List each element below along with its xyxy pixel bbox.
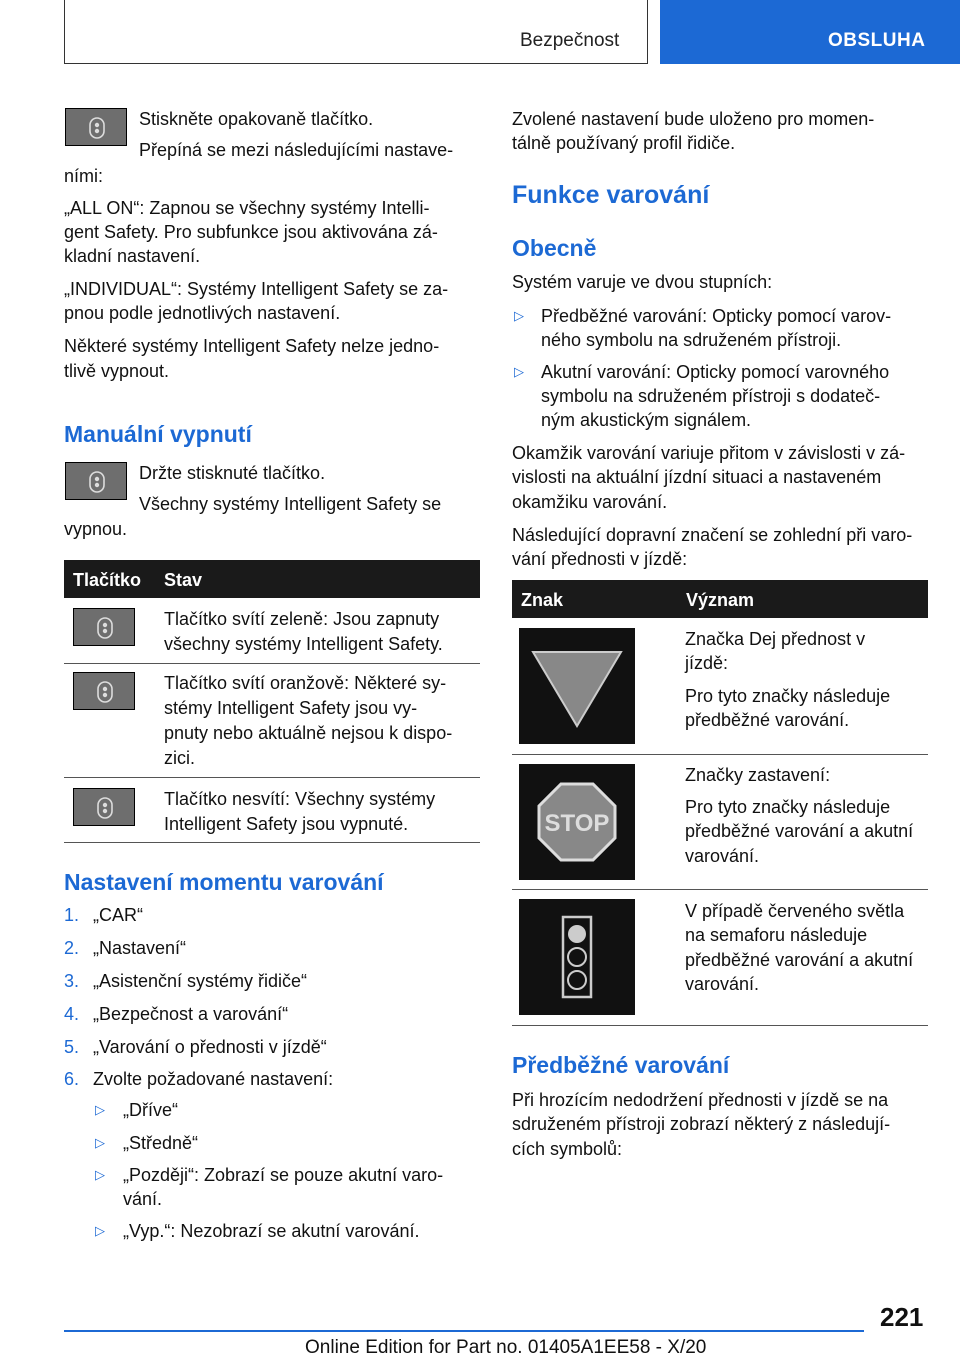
paragraph: vání přednosti v jízdě: [512,549,688,569]
paragraph: Stiskněte opakovaně tlačítko. [139,109,374,129]
step-number: 5. [64,1037,80,1057]
paragraph: vislosti na aktuální jízdní situaci a nastaveném [512,467,882,487]
header-chapter-tab [660,0,960,64]
step-number: 1. [64,905,80,925]
paragraph: ními: [64,166,104,186]
paragraph: „INDIVIDUAL“: Systémy Intelligent Safety se za- [64,279,449,299]
step-item: „Nastavení“ [93,938,187,958]
bullet-item: Akutní varování: Opticky pomocí varovného [541,362,890,382]
sub-item: „Dříve“ [123,1100,178,1120]
paragraph: Okamžik varování variuje přitom v závislosti v zá- [512,443,906,463]
button-orange-icon [73,672,135,710]
step-number: 3. [64,971,80,991]
sub-item: „Středně“ [123,1133,199,1153]
paragraph: „ALL ON“: Zapnou se všechny systémy Intelli- [64,198,430,218]
heading-pre-warning: Předběžné varování [512,1052,730,1078]
heading-manual-off: Manuální vypnutí [64,421,252,447]
heading-warning-time: Nastavení momentu varování [64,869,384,895]
intelligent-safety-button-icon [65,462,127,500]
button-green-icon [73,608,135,646]
table-cell: předběžné varování a akutní [685,950,914,970]
step-number: 6. [64,1069,80,1089]
table-cell: varování. [685,846,760,866]
table-cell: pnuty nebo aktuálně nejsou k dispo- [164,723,453,743]
sub-item: „Vyp.“: Nezobrazí se akutní varování. [123,1221,420,1241]
paragraph: tálně používaný profil řidiče. [512,133,736,153]
footer-edition: Online Edition for Part no. 01405A1EE58 - X/20 [305,1337,707,1358]
table-cell: Pro tyto značky následuje [685,686,891,706]
paragraph: Přepíná se mezi následujícími nastave- [139,140,454,160]
paragraph: gent Safety. Pro subfunkce jsou aktivována zá- [64,222,438,242]
table-header [64,560,480,598]
table-rule [512,1025,928,1026]
yield-sign-icon [519,628,635,744]
table-cell: Značky zastavení: [685,765,831,785]
paragraph: okamžiku varování. [512,492,668,512]
table-col-sign: Znak [521,590,564,610]
paragraph: kladní nastavení. [64,246,201,266]
heading-warning-functions: Funkce varování [512,181,710,209]
paragraph: cích symbolů: [512,1139,623,1159]
footer-rule [64,1330,864,1332]
paragraph: Všechny systémy Intelligent Safety se [139,494,442,514]
table-cell: předběžné varování. [685,710,850,730]
table-col-state: Stav [164,570,203,590]
traffic-light-icon [519,899,635,1015]
bullet-item: symbolu na sdruženém přístroji s dodateč- [541,386,881,406]
paragraph: Držte stisknuté tlačítko. [139,463,326,483]
paragraph: vypnou. [64,519,128,539]
sub-item: „Později“: Zobrazí se pouze akutní varo- [123,1165,444,1185]
table-rule [64,777,480,778]
table-cell: zici. [164,748,195,768]
table-cell: Tlačítko svítí zeleně: Jsou zapnuty [164,609,440,629]
step-item: „CAR“ [93,905,143,925]
header-chapter-label: OBSLUHA [828,30,926,51]
table-cell: všechny systémy Intelligent Safety. [164,634,443,654]
table-header [512,580,928,618]
step-item: Zvolte požadované nastavení: [93,1069,334,1089]
button-off-icon [73,788,135,826]
table-rule [64,842,480,843]
sub-item: vání. [123,1189,163,1209]
table-cell: stémy Intelligent Safety jsou vy- [164,698,418,718]
table-col-button: Tlačítko [73,570,142,590]
paragraph: Některé systémy Intelligent Safety nelze jedno- [64,336,440,356]
bullet-triangle-icon: ▷ [514,308,524,323]
bullet-triangle-icon: ▷ [514,364,524,379]
paragraph: Při hrozícím nedodržení přednosti v jízdě se na [512,1090,889,1110]
paragraph: Systém varuje ve dvou stupních: [512,272,773,292]
stop-sign-icon [519,764,635,880]
table-rule [64,663,480,664]
bullet-item: Předběžné varování: Opticky pomocí varov- [541,306,892,326]
table-col-meaning: Význam [686,590,755,610]
step-number: 4. [64,1004,80,1024]
step-number: 2. [64,938,80,958]
table-cell: předběžné varování a akutní [685,821,914,841]
paragraph: Zvolené nastavení bude uloženo pro momen- [512,109,875,129]
table-cell: varování. [685,974,760,994]
table-cell: Tlačítko svítí oranžově: Některé sy- [164,673,447,693]
page-number: 221 [880,1302,924,1332]
table-cell: Značka Dej přednost v [685,629,866,649]
paragraph: tlivě vypnout. [64,361,170,381]
bullet-triangle-icon: ▷ [95,1102,105,1117]
bullet-triangle-icon: ▷ [95,1135,105,1150]
step-item: „Bezpečnost a varování“ [93,1004,289,1024]
step-item: „Varování o přednosti v jízdě“ [93,1037,327,1057]
header-section: Bezpečnost [520,30,620,51]
table-cell: V případě červeného světla [685,901,905,921]
step-item: „Asistenční systémy řidiče“ [93,971,308,991]
table-cell: Intelligent Safety jsou vypnuté. [164,814,409,834]
bullet-triangle-icon: ▷ [95,1223,105,1238]
paragraph: pnou podle jednotlivých nastavení. [64,303,341,323]
intelligent-safety-button-icon [65,108,127,146]
heading-general: Obecně [512,235,597,261]
paragraph: sdruženém přístroji zobrazí některý z následují- [512,1114,891,1134]
bullet-triangle-icon: ▷ [95,1167,105,1182]
stop-sign-text: STOP [544,810,610,837]
table-cell: Tlačítko nesvítí: Všechny systémy [164,789,436,809]
table-rule [512,754,928,755]
bullet-item: ným akustickým signálem. [541,410,752,430]
table-rule [512,889,928,890]
table-cell: jízdě: [685,653,729,673]
table-cell: Pro tyto značky následuje [685,797,891,817]
paragraph: Následující dopravní značení se zohlední při varo- [512,525,913,545]
bullet-item: ného symbolu na sdruženém přístroji. [541,330,842,350]
table-cell: na semaforu následuje [685,925,868,945]
